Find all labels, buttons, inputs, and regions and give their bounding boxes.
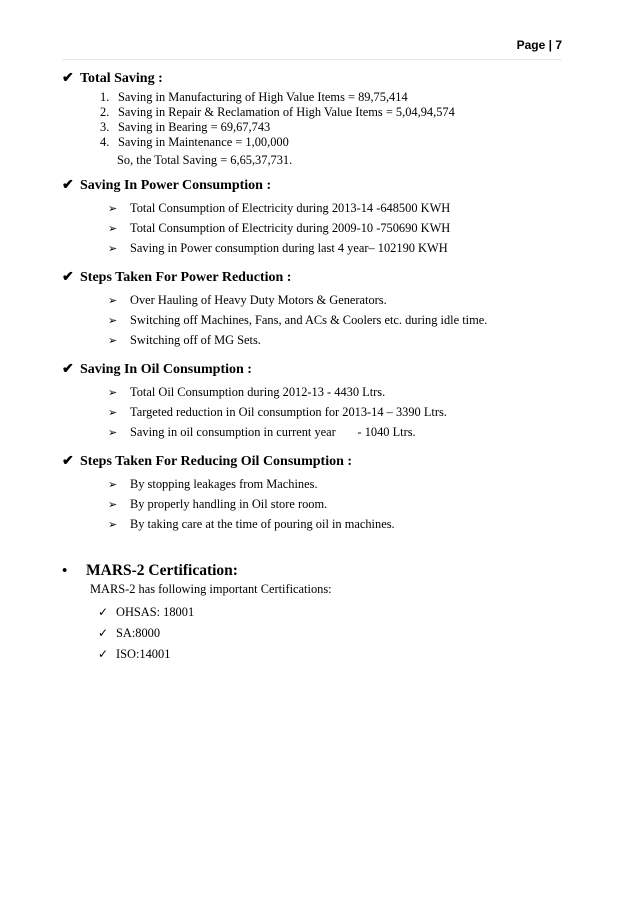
document-body — [62, 70, 582, 667]
list-item: ➢ Switching off Machines, Fans, and ACs & Coolers etc. during idle time. — [108, 313, 488, 327]
list-item: ✓ OHSAS: 18001 — [98, 605, 195, 619]
arrow-bullet-icon: ➢ — [108, 407, 118, 419]
arrow-bullet-icon: ➢ — [108, 427, 118, 439]
arrow-bullet-icon: ➢ — [108, 203, 118, 215]
list-item: ➢ Saving in Power consumption during last 4 year– 102190 KWH — [108, 241, 448, 255]
list-item: ✓ ISO:14001 — [98, 647, 171, 661]
total-saving-list — [62, 90, 582, 150]
list-item: ➢ Total Oil Consumption during 2012-13 - 4430 Ltrs. — [108, 385, 386, 399]
checkmark-icon: ✓ — [98, 605, 109, 619]
total-saving-sum: So, the Total Saving = 6,65,37,731. — [117, 153, 293, 167]
checkmark-icon: ✔ — [62, 454, 74, 469]
arrow-bullet-icon: ➢ — [108, 519, 118, 531]
list-item: ➢ Over Hauling of Heavy Duty Motors & Generators. — [108, 293, 387, 307]
section-oil-consumption-title: ✔ Saving In Oil Consumption : — [62, 362, 252, 377]
list-item: ➢ Saving in oil consumption in current year - 1040 Ltrs. — [108, 425, 416, 439]
list-item: ➢ By taking care at the time of pouring oil in machines. — [108, 517, 395, 531]
list-item: 3. Saving in Bearing = 69,67,743 — [100, 120, 271, 134]
arrow-bullet-icon: ➢ — [108, 243, 118, 255]
oil-reduction-list — [62, 476, 582, 533]
checkmark-icon: ✓ — [98, 626, 109, 640]
list-item: ✓ SA:8000 — [98, 626, 161, 640]
section-power-reduction-title: ✔ Steps Taken For Power Reduction : — [62, 270, 292, 285]
bullet-icon: • — [62, 562, 68, 579]
arrow-bullet-icon: ➢ — [108, 387, 118, 399]
section-power-consumption-title: ✔ Saving In Power Consumption : — [62, 178, 272, 193]
list-item: ➢ Switching off of MG Sets. — [108, 333, 261, 347]
certification-intro: MARS-2 has following important Certifications: — [90, 582, 332, 596]
section-oil-reduction-title: ✔ Steps Taken For Reducing Oil Consumption : — [62, 454, 353, 469]
arrow-bullet-icon: ➢ — [108, 223, 118, 235]
arrow-bullet-icon: ➢ — [108, 499, 118, 511]
list-item: ➢ Total Consumption of Electricity during 2013-14 -648500 KWH — [108, 201, 451, 215]
list-item: 4. Saving in Maintenance = 1,00,000 — [100, 135, 289, 149]
section-total-saving-title: ✔ Total Saving : — [62, 71, 163, 86]
arrow-bullet-icon: ➢ — [108, 335, 118, 347]
list-item: ➢ By properly handling in Oil store room. — [108, 497, 328, 511]
list-item: 1. Saving in Manufacturing of High Value Items = 89,75,414 — [100, 90, 408, 104]
arrow-bullet-icon: ➢ — [108, 315, 118, 327]
checkmark-icon: ✔ — [62, 362, 74, 377]
power-consumption-list — [62, 200, 582, 257]
checkmark-icon: ✓ — [98, 647, 109, 661]
page-number: Page | 7 — [516, 38, 562, 52]
certification-list — [62, 604, 582, 662]
oil-consumption-list — [62, 384, 582, 441]
checkmark-icon: ✔ — [62, 270, 74, 285]
arrow-bullet-icon: ➢ — [108, 479, 118, 491]
power-reduction-list — [62, 292, 582, 349]
list-item: 2. Saving in Repair & Reclamation of High Value Items = 5,04,94,574 — [100, 105, 455, 119]
arrow-bullet-icon: ➢ — [108, 295, 118, 307]
list-item: ➢ Total Consumption of Electricity during 2009-10 -750690 KWH — [108, 221, 451, 235]
list-item: ➢ Targeted reduction in Oil consumption for 2013-14 – 3390 Ltrs. — [108, 405, 447, 419]
page-header — [62, 38, 562, 60]
section-certification-title: • MARS-2 Certification: — [62, 562, 238, 579]
checkmark-icon: ✔ — [62, 71, 74, 86]
checkmark-icon: ✔ — [62, 178, 74, 193]
list-item: ➢ By stopping leakages from Machines. — [108, 477, 318, 491]
